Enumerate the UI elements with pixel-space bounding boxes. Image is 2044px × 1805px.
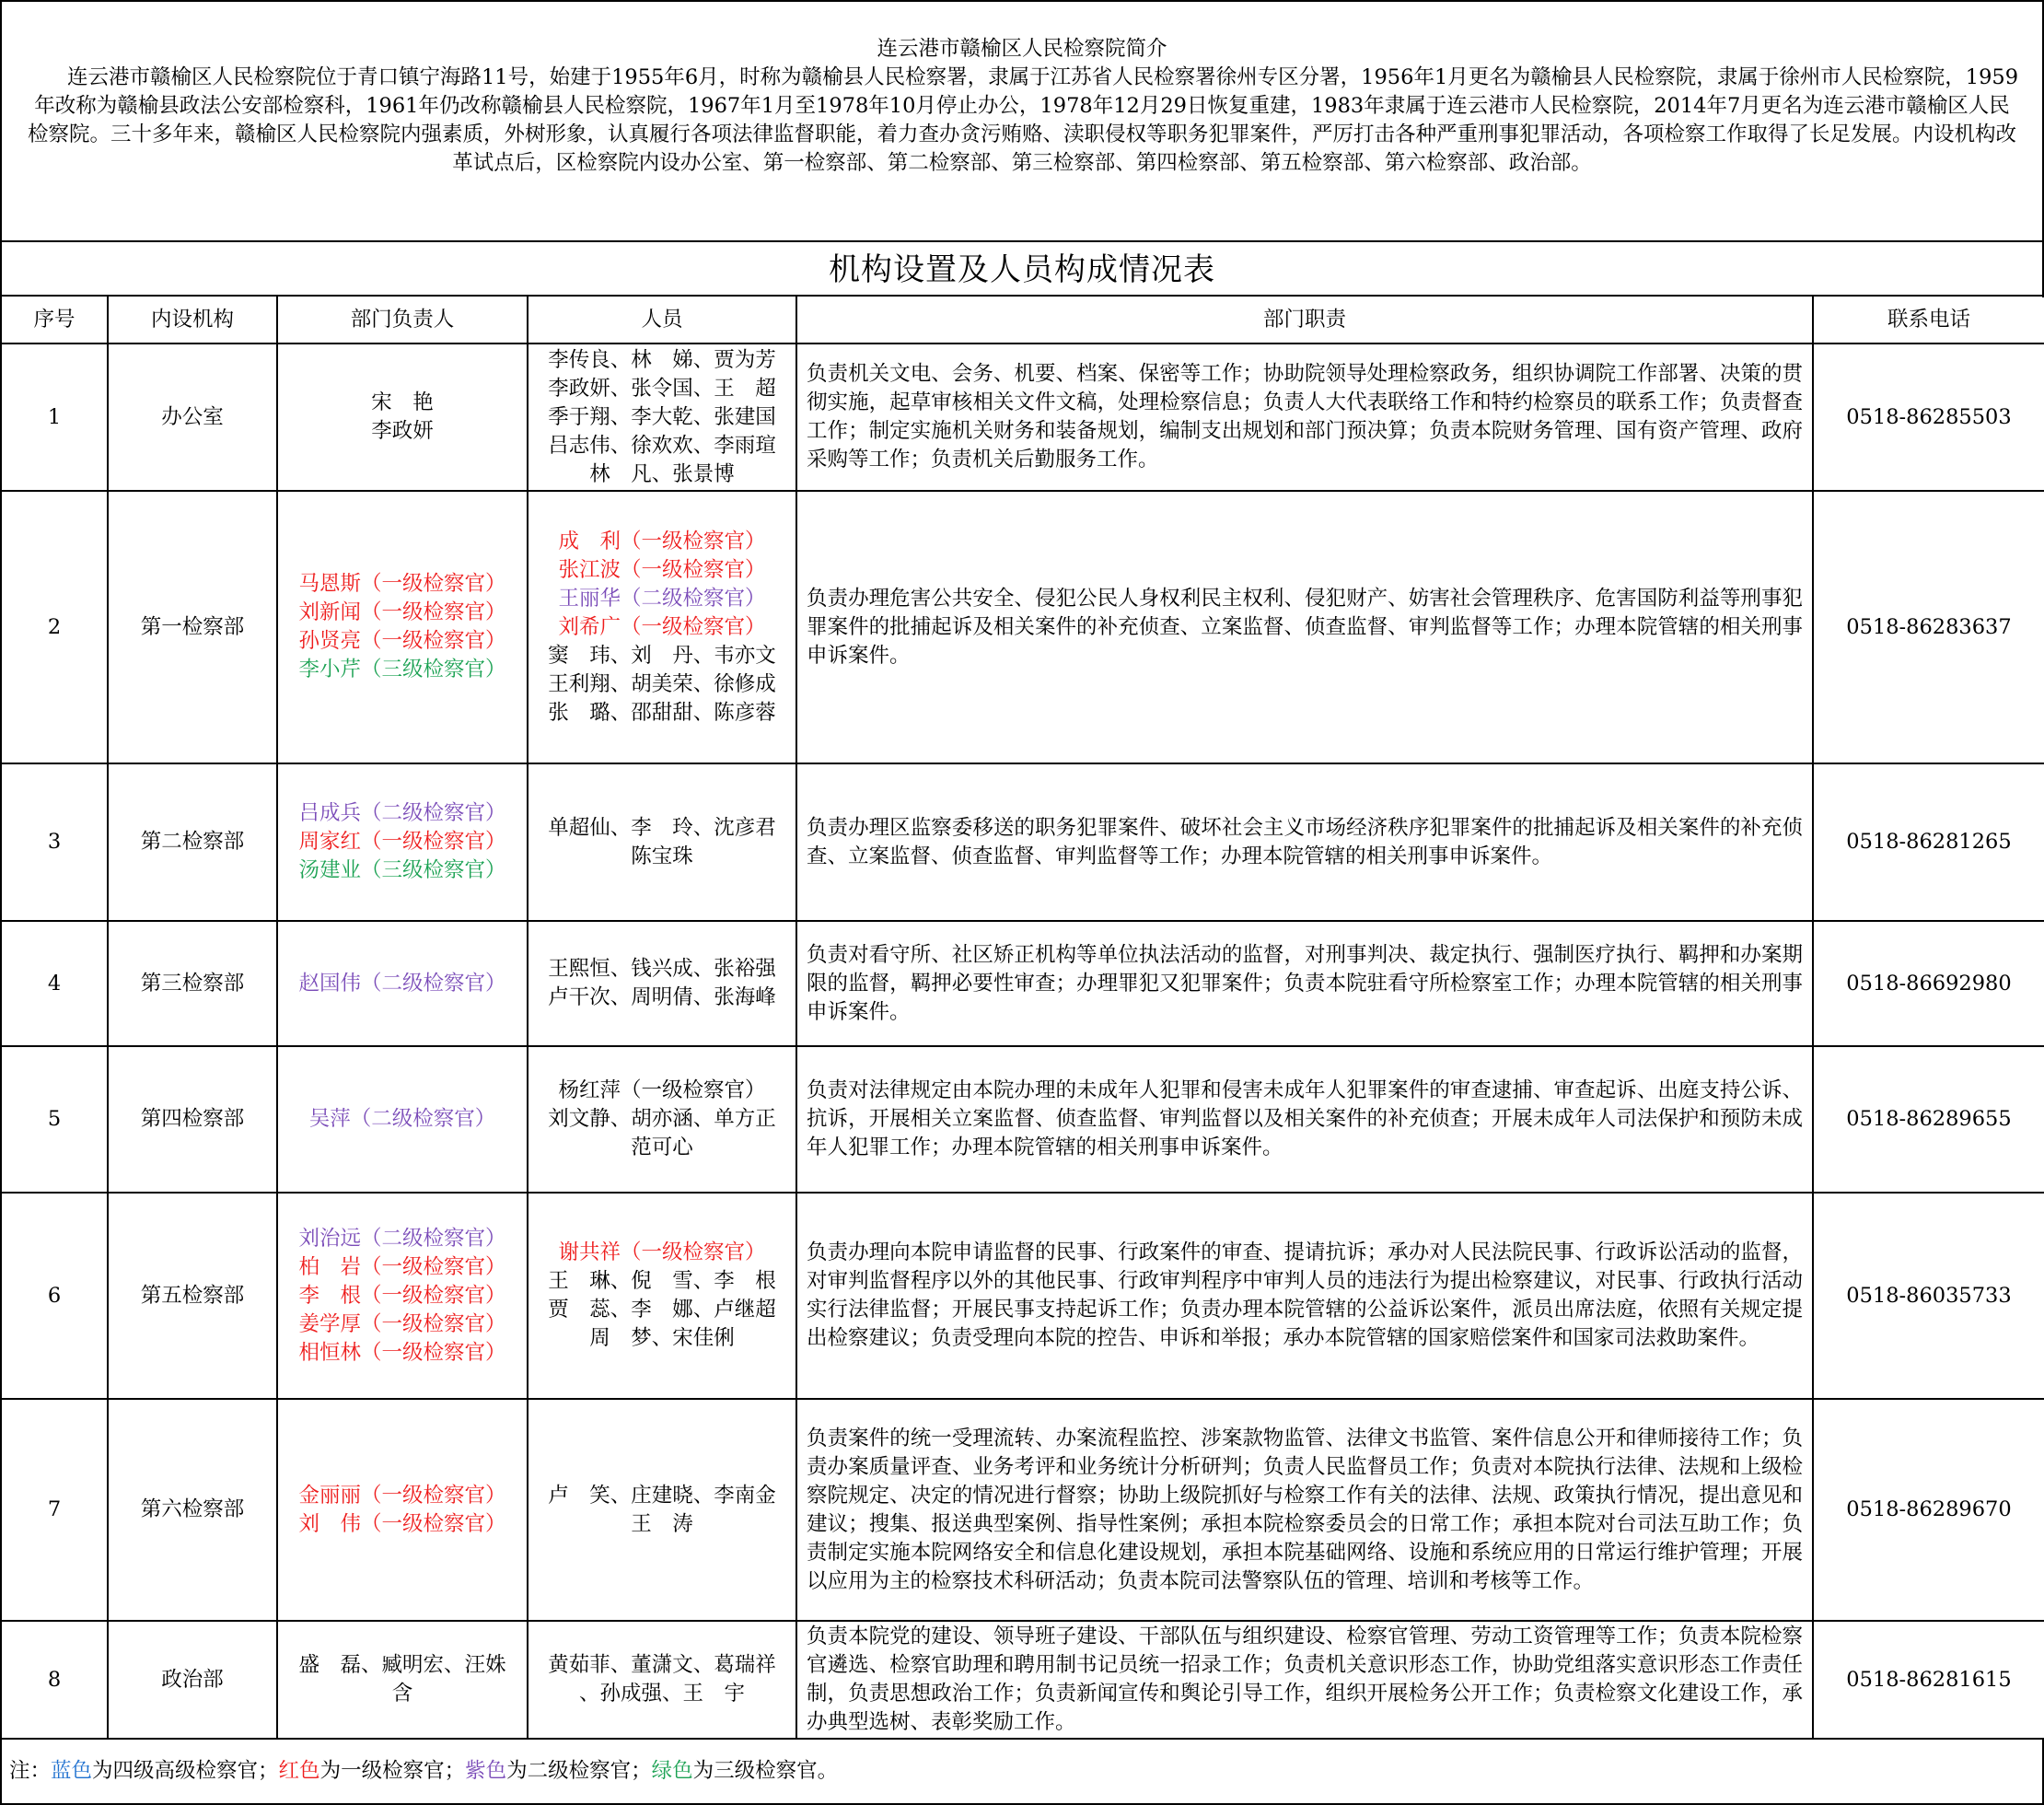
row-duty bbox=[796, 921, 1813, 1046]
header-leader: 部门负责人 bbox=[277, 296, 528, 344]
row-no: 5 bbox=[1, 1046, 108, 1193]
table-row bbox=[1, 344, 2044, 491]
row-dept: 第五检察部 bbox=[108, 1193, 277, 1399]
row-duty bbox=[796, 1621, 1813, 1739]
staff-names: 陈宝珠 bbox=[631, 844, 693, 868]
header-phone: 联系电话 bbox=[1813, 296, 2044, 344]
staff-names: 吕志伟、徐欢欢、李雨瑄 bbox=[548, 433, 776, 458]
staff-names: 王熙恒、钱兴成、张裕强 bbox=[548, 957, 776, 981]
legend-prefix: 注： bbox=[9, 1759, 52, 1783]
row-phone: 0518-86281265 bbox=[1813, 763, 2044, 921]
row-duty bbox=[796, 344, 1813, 491]
staff-names: 刘希广（一级检察官） bbox=[558, 614, 766, 639]
staff-names: 李政妍、张令国、王 超 bbox=[548, 376, 776, 401]
leader-name: 李小芹（三级检察官） bbox=[298, 658, 506, 681]
duty-text: 负责对法律规定由本院办理的未成年人犯罪和侵害未成年人犯罪案件的审查逮捕、审查起诉、出庭支持公诉、抗诉，开展相关立案监督、侦查监督、审判监督以及相关案件的补充侦查；开展未成年人司法保护和预防未成年人犯罪工作；办理本院管辖的相关刑事申诉案件。 bbox=[807, 1078, 1803, 1159]
row-leaders bbox=[277, 1046, 528, 1193]
row-phone: 0518-86289655 bbox=[1813, 1046, 2044, 1193]
leader-name: 盛 磊、臧明宏、汪姝 bbox=[298, 1653, 506, 1677]
leader-name: 周家红（一级检察官） bbox=[298, 830, 506, 854]
staff-names: 王 琳、倪 雪、李 根 bbox=[548, 1269, 776, 1293]
row-staff bbox=[528, 491, 796, 763]
row-no: 1 bbox=[1, 344, 108, 491]
row-duty bbox=[796, 491, 1813, 763]
staff-names: 窦 玮、刘 丹、韦亦文 bbox=[548, 643, 776, 668]
legend-color-word: 红色 bbox=[278, 1759, 320, 1783]
staff-names: 成 利（一级检察官） bbox=[558, 529, 766, 553]
duty-text: 负责办理区监察委移送的职务犯罪案件、破坏社会主义市场经济秩序犯罪案件的批捕起诉及相关案件的补充侦查、立案监督、侦查监督、审判监督等工作；办理本院管辖的相关刑事申诉案件。 bbox=[807, 815, 1803, 868]
leader-name: 宋 艳 bbox=[371, 390, 434, 414]
legend-color-word: 蓝色 bbox=[51, 1759, 93, 1783]
row-no: 8 bbox=[1, 1621, 108, 1739]
leader-name: 赵国伟（二级检察官） bbox=[298, 971, 506, 996]
legend-color-word: 紫色 bbox=[465, 1759, 507, 1783]
table-row bbox=[1, 1621, 2044, 1739]
header-staff: 人员 bbox=[528, 296, 796, 344]
row-dept: 第二检察部 bbox=[108, 763, 277, 921]
row-phone: 0518-86285503 bbox=[1813, 344, 2044, 491]
table-row bbox=[1, 763, 2044, 921]
leader-name: 马恩斯（一级检察官） bbox=[298, 572, 506, 596]
row-duty bbox=[796, 763, 1813, 921]
table-title: 机构设置及人员构成情况表 bbox=[0, 242, 2044, 297]
row-staff bbox=[528, 1399, 796, 1621]
table-header-row bbox=[1, 296, 2044, 344]
legend-description: 为四级高级检察官； bbox=[92, 1759, 279, 1783]
header-duty: 部门职责 bbox=[796, 296, 1813, 344]
row-dept: 第一检察部 bbox=[108, 491, 277, 763]
row-staff bbox=[528, 763, 796, 921]
legend-note bbox=[0, 1738, 2044, 1805]
duty-text: 负责办理向本院申请监督的民事、行政案件的审查、提请抗诉；承办对人民法院民事、行政诉讼活动的监督，对审判监督程序以外的其他民事、行政审判程序中审判人员的违法行为提出检察建议，对民事、行政执行活动实行法律监督；开展民事支持起诉工作；负责办理本院管辖的公益诉讼案件，派员出席法庭，依照有关规定提出检察建议；负责受理向本院的控告、申诉和举报；承办本院管辖的国家赔偿案件和国家司法救助案件。 bbox=[807, 1240, 1803, 1350]
leader-name: 刘治远（二级检察官） bbox=[298, 1226, 506, 1251]
leader-name: 李 根（一级检察官） bbox=[298, 1283, 506, 1308]
row-duty bbox=[796, 1046, 1813, 1193]
row-dept: 第六检察部 bbox=[108, 1399, 277, 1621]
duty-text: 负责本院党的建设、领导班子建设、干部队伍与组织建设、检察官管理、劳动工资管理等工作；负责本院检察官遴选、检察官助理和聘用制书记员统一招录工作；负责机关意识形态工作，协助党组落实意识形态工作责任制，负责思想政治工作；负责新闻宣传和舆论引导工作，组织开展检务公开工作；负责检察文化建设工作，承办典型选树、表彰奖励工作。 bbox=[807, 1624, 1803, 1734]
table-body bbox=[1, 344, 2044, 1739]
table-row bbox=[1, 1399, 2044, 1621]
staff-names: 张江波（一级检察官） bbox=[558, 557, 766, 582]
leader-name: 汤建业（三级检察官） bbox=[298, 858, 506, 882]
staff-names: 季于翔、李大乾、张建国 bbox=[548, 404, 776, 429]
table-row bbox=[1, 921, 2044, 1046]
row-phone: 0518-86035733 bbox=[1813, 1193, 2044, 1399]
row-staff bbox=[528, 1193, 796, 1399]
leader-name: 刘新闻（一级检察官） bbox=[298, 600, 506, 624]
row-leaders bbox=[277, 1621, 528, 1739]
legend-description: 为一级检察官； bbox=[319, 1759, 466, 1783]
row-leaders bbox=[277, 491, 528, 763]
row-phone: 0518-86692980 bbox=[1813, 921, 2044, 1046]
leader-name: 含 bbox=[391, 1682, 413, 1706]
intro-body: 连云港市赣榆区人民检察院位于青口镇宁海路11号，始建于1955年6月，时称为赣榆县人民检察署，隶属于江苏省人民检察署徐州专区分署，1956年1月更名为赣榆县人民检察院，隶属于徐州市人民检察院，1959年改称为赣榆县政法公安部检察科，1961年仍改称赣榆县人民检察院，1967年1月至1978年10月停止办公，1978年12月29日恢复重建，1983年隶属于连云港市人民检察院，2014年7月更名为连云港市赣榆区人民检察院。三十多年来，赣榆区人民检察院内强素质，外树形象，认真履行各项法律监督职能，着力查办贪污贿赂、渎职侵权等职务犯罪案件，严厉打击各种严重刑事犯罪活动，各项检察工作取得了长足发展。内设机构改革试点后，区检察院内设办公室、第一检察部、第二检察部、第三检察部、第四检察部、第五检察部、第六检察部、政治部。 bbox=[27, 65, 2019, 175]
row-phone: 0518-86281615 bbox=[1813, 1621, 2044, 1739]
legend-description: 为二级检察官； bbox=[506, 1759, 652, 1783]
leader-name: 金丽丽（一级检察官） bbox=[298, 1483, 506, 1508]
staff-names: 刘文静、胡亦涵、单方正 bbox=[548, 1107, 776, 1131]
table-row bbox=[1, 491, 2044, 763]
staff-names: 王丽华（二级检察官） bbox=[558, 586, 766, 611]
row-leaders bbox=[277, 344, 528, 491]
legend-items bbox=[51, 1759, 838, 1783]
legend-color-word: 绿色 bbox=[651, 1759, 693, 1783]
leader-name: 柏 岩（一级检察官） bbox=[298, 1254, 506, 1279]
row-dept: 政治部 bbox=[108, 1621, 277, 1739]
row-leaders bbox=[277, 1193, 528, 1399]
table-row bbox=[1, 1193, 2044, 1399]
row-duty bbox=[796, 1193, 1813, 1399]
leader-name: 吴萍（二级检察官） bbox=[308, 1107, 496, 1131]
row-phone: 0518-86289670 bbox=[1813, 1399, 2044, 1621]
row-leaders bbox=[277, 763, 528, 921]
table-row bbox=[1, 1046, 2044, 1193]
row-no: 6 bbox=[1, 1193, 108, 1399]
leader-name: 孙贤亮（一级检察官） bbox=[298, 629, 506, 653]
staff-names: 王 涛 bbox=[631, 1511, 693, 1536]
row-staff bbox=[528, 921, 796, 1046]
staff-names: 李传良、林 娣、贾为芳 bbox=[548, 347, 776, 372]
duty-text: 负责办理危害公共安全、侵犯公民人身权利民主权利、侵犯财产、妨害社会管理秩序、危害国防利益等刑事犯罪案件的批捕起诉及相关案件的补充侦查、立案监督、侦查监督、审判监督等工作；办理本院管辖的相关刑事申诉案件。 bbox=[807, 586, 1803, 668]
leader-name: 李政妍 bbox=[371, 419, 434, 443]
duty-text: 负责机关文电、会务、机要、档案、保密等工作；协助院领导处理检察政务，组织协调院工作部署、决策的贯彻实施，起草审核相关文件文稿，处理检察信息；负责人大代表联络工作和特约检察员的联系工作；负责督查工作；制定实施机关财务和装备规划，编制支出规划和部门预决算；负责本院财务管理、国有资产管理、政府采购等工作；负责机关后勤服务工作。 bbox=[807, 362, 1803, 472]
leader-name: 姜学厚（一级检察官） bbox=[298, 1311, 506, 1336]
staff-names: 林 凡、张景博 bbox=[589, 461, 735, 486]
staff-names: 王利翔、胡美荣、徐修成 bbox=[548, 671, 776, 696]
leader-name: 相恒林（一级检察官） bbox=[298, 1340, 506, 1365]
row-no: 3 bbox=[1, 763, 108, 921]
row-dept: 第四检察部 bbox=[108, 1046, 277, 1193]
row-dept: 第三检察部 bbox=[108, 921, 277, 1046]
header-no: 序号 bbox=[1, 296, 108, 344]
row-dept: 办公室 bbox=[108, 344, 277, 491]
legend-description: 为三级检察官。 bbox=[692, 1759, 839, 1783]
staff-names: 黄茹菲、董潇文、葛瑞祥 bbox=[548, 1653, 776, 1677]
staff-names: 卢干次、周明倩、张海峰 bbox=[548, 985, 776, 1009]
intro-section bbox=[0, 0, 2044, 242]
staff-names: 卢 笑、庄建晓、李南金 bbox=[548, 1483, 776, 1508]
leader-name: 吕成兵（二级检察官） bbox=[298, 801, 506, 825]
row-no: 2 bbox=[1, 491, 108, 763]
duty-text: 负责案件的统一受理流转、办案流程监控、涉案款物监管、法律文书监管、案件信息公开和律师接待工作；负责办案质量评查、业务考评和业务统计分析研判；负责人民监督员工作；负责对本院执行法律、法规和上级检察院规定、决定的情况进行督察；协助上级院抓好与检察工作有关的法律、法规、政策执行情况，提出意见和建议；搜集、报送典型案例、指导性案例；承担本院检察委员会的日常工作；承担本院对台司法互助工作；负责制定实施本院网络安全和信息化建设规划，承担本院基础网络、设施和系统应用的日常运行维护管理；开展以应用为主的检察技术科研活动；负责本院司法警察队伍的管理、培训和考核等工作。 bbox=[807, 1426, 1803, 1593]
row-staff bbox=[528, 1621, 796, 1739]
staff-names: 杨红萍（一级检察官） bbox=[558, 1078, 766, 1102]
staff-names: 周 梦、宋佳俐 bbox=[589, 1326, 735, 1350]
row-leaders bbox=[277, 921, 528, 1046]
row-phone: 0518-86283637 bbox=[1813, 491, 2044, 763]
org-table bbox=[0, 295, 2044, 1740]
row-staff bbox=[528, 344, 796, 491]
intro-title: 连云港市赣榆区人民检察院简介 bbox=[877, 37, 1167, 61]
row-no: 4 bbox=[1, 921, 108, 1046]
staff-names: 范可心 bbox=[631, 1135, 693, 1159]
row-staff bbox=[528, 1046, 796, 1193]
staff-names: 张 璐、邵甜甜、陈彦蓉 bbox=[548, 700, 776, 725]
leader-name: 刘 伟（一级检察官） bbox=[298, 1511, 506, 1536]
row-duty bbox=[796, 1399, 1813, 1621]
staff-names: 、孙成强、王 宇 bbox=[578, 1682, 745, 1706]
staff-names: 单超仙、李 玲、沈彦君 bbox=[548, 815, 776, 840]
row-leaders bbox=[277, 1399, 528, 1621]
duty-text: 负责对看守所、社区矫正机构等单位执法活动的监督，对刑事判决、裁定执行、强制医疗执行、羁押和办案期限的监督，羁押必要性审查；办理罪犯又犯罪案件；负责本院驻看守所检察室工作；办理本院管辖的相关刑事申诉案件。 bbox=[807, 942, 1803, 1024]
staff-names: 贾 蕊、李 娜、卢继超 bbox=[548, 1298, 776, 1322]
header-dept: 内设机构 bbox=[108, 296, 277, 344]
staff-names: 谢共祥（一级检察官） bbox=[558, 1240, 766, 1264]
row-no: 7 bbox=[1, 1399, 108, 1621]
